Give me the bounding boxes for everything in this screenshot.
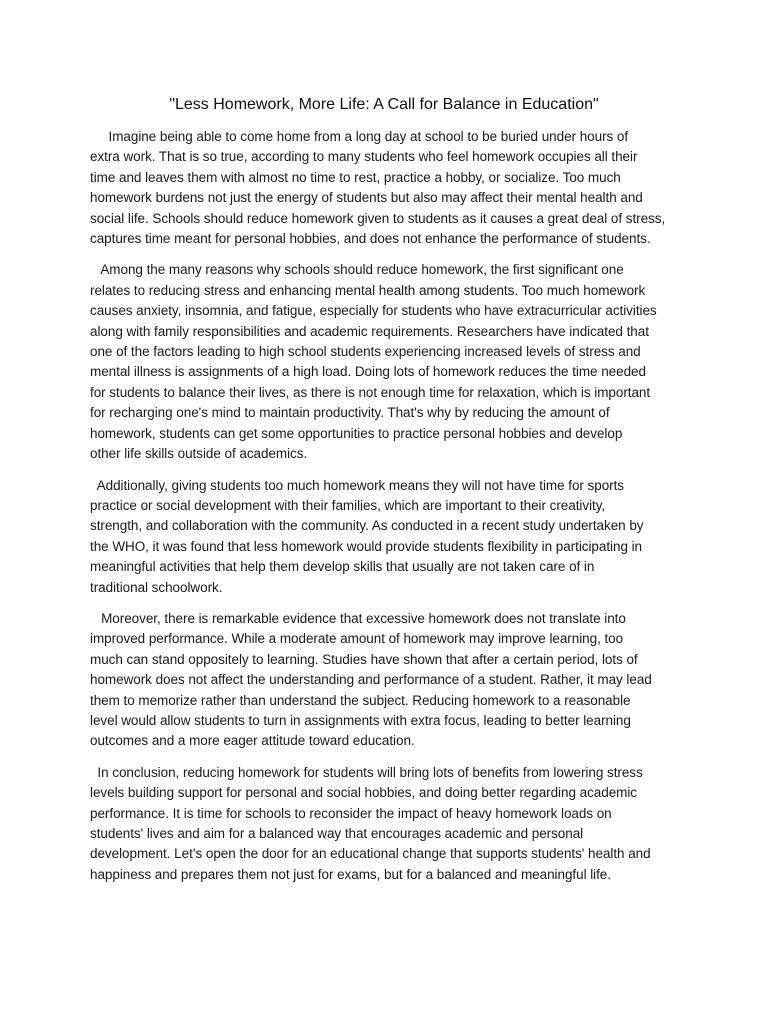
text-line: meaningful activities that help them develop skills that usually are not taken care of in [90,559,595,575]
paragraph-additionally [90,476,680,598]
text-line: Among the many reasons why schools should reduce homework, the first significant one [90,262,624,278]
text-line: extra work. That is so true, according to many students who feel homework occupies all their [90,149,638,165]
text-line: homework, students can get some opportunities to practice personal hobbies and develop [90,425,623,441]
document-title: "Less Homework, More Life: A Call for Balance in Education" [169,96,599,113]
paragraph-introduction [90,127,680,249]
text-line: In conclusion, reducing homework for students will bring lots of benefits from lowering stress [90,764,643,780]
text-line: them to memorize rather than understand the subject. Reducing homework to a reasonable [90,692,631,708]
text-line: one of the factors leading to high school students experiencing increased levels of stress and [90,344,641,360]
text-line: much can stand oppositely to learning. Studies have shown that after a certain period, lots of [90,651,638,667]
text-line: along with family responsibilities and academic requirements. Researchers have indicated that [90,323,649,339]
text-line: practice or social development with their families, which are important to their creativity, [90,497,606,513]
text-line: captures time meant for personal hobbies, and does not enhance the performance of students. [90,231,651,247]
text-line: happiness and prepares them not just for exams, but for a balanced and meaningful life. [90,866,611,882]
document-body [90,127,680,896]
text-line: the WHO, it was found that less homework would provide students flexibility in participating in [90,538,643,554]
text-line: students' lives and aim for a balanced way that encourages academic and personal [90,826,584,841]
text-line: performance. It is time for schools to reconsider the impact of heavy homework loads on [90,805,612,821]
paragraph-moreover [90,609,680,752]
text-line: improved performance. While a moderate amount of homework may improve learning, too [90,631,624,647]
text-line: other life skills outside of academics. [90,446,308,462]
paragraph-conclusion [90,763,680,885]
text-line: social life. Schools should reduce homework given to students as it causes a great deal of stress, [90,210,666,226]
text-line: Imagine being able to come home from a long day at school to be buried under hours of [90,129,629,144]
text-line: development. Let’s open the door for an educational change that supports students' health and [90,846,651,862]
text-line: relates to reducing stress and enhancing mental health among students. Too much homework [90,282,646,298]
text-line: homework does not affect the understanding and performance of a student. Rather, it may lead [90,672,652,688]
text-line: strength, and collaboration with the community. As conducted in a recent study undertaken by [90,518,644,534]
text-line: level would allow students to turn in assignments with extra focus, leading to better learning [90,712,631,728]
text-line: outcomes and a more eager attitude toward education. [90,733,415,749]
text-line: mental illness is assignments of a high load. Doing lots of homework reduces the time needed [90,364,646,380]
text-line: levels building support for personal and social hobbies, and doing better regarding academic [90,785,638,801]
text-line: for students to balance their lives, as there is not enough time for relaxation, which is important [90,384,651,400]
text-line: time and leaves them with almost no time to rest, practice a hobby, or socialize. Too much [90,169,621,185]
text-line: traditional schoolwork. [90,579,223,595]
text-line: Moreover, there is remarkable evidence that excessive homework does not translate into [90,610,626,626]
text-line: causes anxiety, insomnia, and fatigue, especially for students who have extracurricular activities [90,303,657,319]
paragraph-stress [90,260,680,464]
text-line: homework burdens not just the energy of students but also may affect their mental health and [90,190,643,206]
text-line: Additionally, giving students too much homework means they will not have time for sports [90,477,625,493]
text-line: for recharging one's mind to maintain productivity. That's why by reducing the amount of [90,405,610,421]
